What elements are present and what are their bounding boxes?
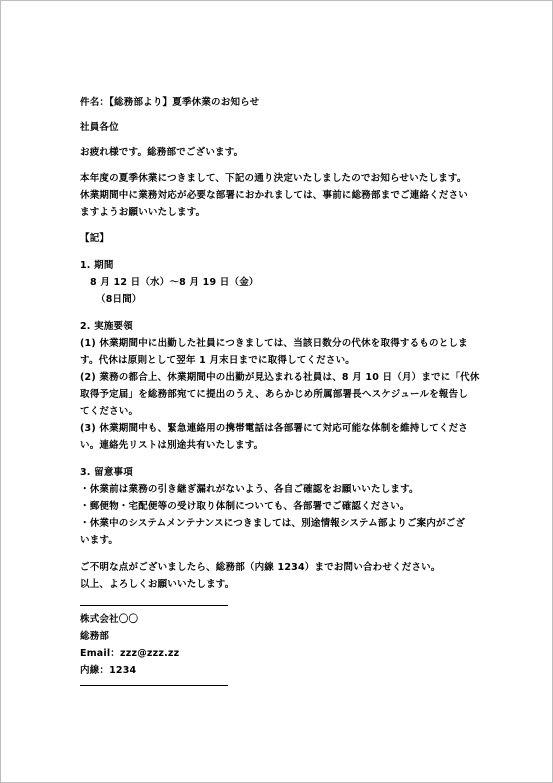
procedure-line: (3) 休業期間中も、緊急連絡用の携帯電話は各部署にて対応可能な体制を維持してくださ [80,423,469,434]
intro-line: 休業期間中に業務対応が必要な部署におかれましては、事前に総務部までご連絡ください [80,190,469,201]
procedure-line: い。連絡先リストは別途共有いたします。 [80,440,264,451]
notes-line: ・休業前は業務の引き継ぎ漏れがないよう、各自ご確認をお願いいたします。 [80,484,419,495]
intro-paragraph [80,170,480,221]
closing-line: 以上、よろしくお願いいたします。 [80,579,235,590]
section-procedure [80,318,480,454]
period-dates: 8 月 12 日（水）～8 月 19 日（金） [90,277,259,288]
signature-extension: 内線：1234 [80,665,137,676]
greeting: お疲れ様です。総務部でございます。 [80,147,244,158]
section-heading: 2. 実施要領 [80,321,133,332]
closing-line: ご不明な点がございましたら、総務部（内線 1234）までお問い合わせください。 [80,562,441,573]
procedure-line: す。代休は原則として翌年 1 月末日までに取得してください。 [80,355,355,366]
section-notes [80,464,480,549]
signature-block [80,606,480,685]
procedure-line: (1) 休業期間中に出勤した社員につきましては、当該日数分の代休を取得するものとしま [80,338,468,349]
procedure-line: 取得予定届」を総務部宛てに提出のうえ、あらかじめ所属部署長へスケジュールを報告し [80,389,469,400]
signature-email: Email：zzz@zzz.zz [80,648,180,659]
closing-paragraph [80,559,480,593]
signature-company: 株式会社〇〇 [80,614,139,625]
signature-department: 総務部 [80,631,110,642]
notes-line: います。 [80,535,119,546]
notes-line: ・郵便物・宅配便等の受け取り体制についても、各部署でご確認ください。 [80,501,410,512]
section-period [80,257,480,308]
intro-line: ますようお願いいたします。 [80,207,206,218]
procedure-line: (2) 業務の都合上、休業期間中の出勤が見込まれる社員は、8 月 10 日（月）までに「代休 [80,372,480,383]
period-days: （8日間） [96,294,142,305]
signature-divider-bottom [80,685,228,686]
section-heading: 1. 期間 [80,260,114,271]
salutation: 社員各位 [80,122,119,133]
subject-line: 件名：【総務部より】夏季休業のお知らせ [80,97,260,108]
intro-line: 本年度の夏季休業につきまして、下記の通り決定いたしましたのでお知らせいたします。 [80,173,467,184]
section-heading: 3. 留意事項 [80,467,133,478]
letter-body [80,95,480,686]
procedure-line: てください。 [80,406,139,417]
ki-heading: 【記】 [80,233,110,244]
notes-line: ・休業中のシステムメンテナンスにつきましては、別途情報システム部よりご案内がござ [80,518,466,529]
